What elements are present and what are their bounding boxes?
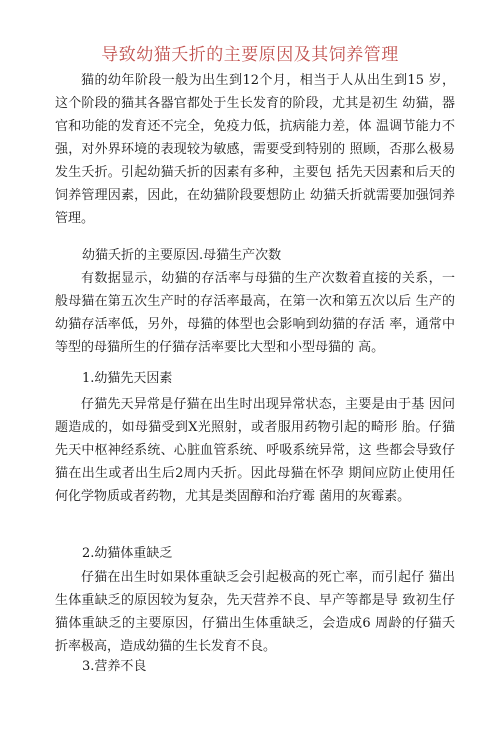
subsection-heading-1: 1.幼猫先天因素 — [82, 371, 173, 386]
section-paragraph: 有数据显示，幼猫的存活率与母猫的生产次数着直接的关系，一般母猫在第五次生产时的存活率最高，在第一次和第五次以后 生产的幼猫存活率低，另外，母猫的体型也会影响到幼猫的存活 率，通常中等型的母猫所生的仔猫存活率要比大型和小型母猫的 高。 — [55, 271, 455, 355]
intro-paragraph: 猫的幼年阶段一般为出生到12个月，相当于人从出生到15 岁，这个阶段的猫其各器官都处于生长发育的阶段，尤其是初生 幼猫，器官和功能的发育还不完全，免疫力低，抗病能力差，体 温调节能力不强，对外界环境的表现较为敏感，需要受到特别的 照顾，否那么极易发生夭折。引起幼猫夭折的因素有多种，主要包 括先天因素和后天的饲养管理因素，因此，在幼猫阶段要想防止 幼猫夭折就需要加强饲养管理。 — [55, 73, 455, 226]
section-heading: 幼猫夭折的主要原因.母猫生产次数 — [82, 248, 282, 263]
subsection-paragraph-2: 仔猫在出生时如果体重缺乏会引起极高的死亡率，而引起仔 猫出生体重缺乏的原因较为复杂，先天营养不良、早产等都是导 致初生仔猫体重缺乏的主要原因，仔猫出生体重缺乏，会造成6 周龄的仔猫夭折率极高，造成幼猫的生长发育不良。 — [55, 570, 455, 654]
subsection-paragraph-1: 仔猫先天异常是仔猫在出生时出现异常状态，主要是由于基 因问题造成的，如母猫受到X光照射，或者服用药物引起的畸形 胎。仔猫先天中枢神经系统、心脏血管系统、呼吸系统异常，这 些都会导致仔猫在出生或者出生后2周内夭折。因此母猫在怀孕 期间应防止使用任何化学物质或者药物，尤其是类固醇和治疗霉 菌用的灰霉素。 — [55, 397, 455, 504]
document-title: 导致幼猫夭折的主要原因及其饲养管理 — [101, 45, 399, 65]
subsection-heading-2: 2.幼猫体重缺乏 — [82, 546, 173, 561]
subsection-heading-3: 3.营养不良 — [82, 659, 147, 674]
